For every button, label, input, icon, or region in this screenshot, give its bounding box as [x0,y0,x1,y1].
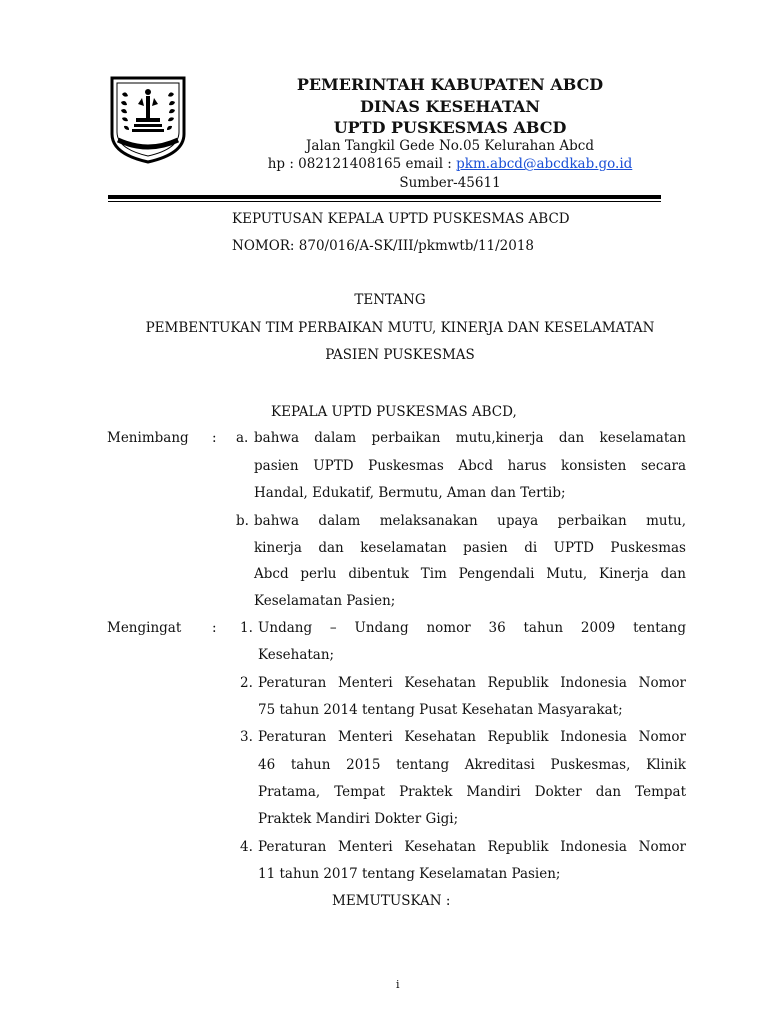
regency-emblem-logo [108,74,188,166]
mengingat-item-marker: 3. [240,729,253,745]
mengingat-item-line: Kesehatan; [258,647,335,663]
email-link[interactable]: pkm.abcd@abcdkab.go.id [456,156,633,172]
mengingat-item-marker: 2. [240,675,253,691]
mengingat-item-line: 46 tahun 2015 tentang Akreditasi Puskesmas, Klinik [258,757,686,773]
mengingat-item-line: Praktek Mandiri Dokter Gigi; [258,811,459,827]
header-divider-thick [108,195,661,199]
decree-title: KEPUTUSAN KEPALA UPTD PUSKESMAS ABCD [232,211,570,227]
menimbang-colon: : [212,430,217,446]
mengingat-item-marker: 1. [240,620,253,636]
decree-number: NOMOR: 870/016/A-SK/III/pkmwtb/11/2018 [232,238,535,254]
decree-subject-line2: PASIEN PUSKESMAS [325,347,475,363]
header-city: Sumber-45611 [399,175,501,191]
menimbang-a-line: pasien UPTD Puskesmas Abcd harus konsisten secara [254,458,686,474]
header-divider-thin [108,201,661,202]
mengingat-item-line: Peraturan Menteri Kesehatan Republik Indonesia Nomor [258,839,686,855]
menimbang-b-line: bahwa dalam melaksanakan upaya perbaikan mutu, [254,513,686,529]
menimbang-b-marker: b. [236,513,249,529]
header-government: PEMERINTAH KABUPATEN ABCD [296,75,604,94]
header-contact [250,155,650,174]
menimbang-b-line: Abcd perlu dibentuk Tim Pengendali Mutu, Kinerja dan [254,566,686,582]
header-unit: UPTD PUSKESMAS ABCD [333,118,567,137]
mengingat-item-marker: 4. [240,839,253,855]
decree-about: TENTANG [354,292,426,308]
mengingat-item-line: Peraturan Menteri Kesehatan Republik Indonesia Nomor [258,675,686,691]
menimbang-a-line: Handal, Edukatif, Bermutu, Aman dan Tertib; [254,485,566,501]
mengingat-item-line: Pratama, Tempat Praktek Mandiri Dokter dan Tempat [258,784,686,800]
menimbang-a-marker: a. [236,430,249,446]
mengingat-label: Mengingat [107,620,182,636]
menimbang-b-line: Keselamatan Pasien; [254,593,396,609]
mengingat-item-line: Undang – Undang nomor 36 tahun 2009 tentang [258,620,686,636]
mengingat-item-line: Peraturan Menteri Kesehatan Republik Indonesia Nomor [258,729,686,745]
menimbang-b-line: kinerja dan keselamatan pasien di UPTD Puskesmas [254,540,686,556]
decree-authority: KEPALA UPTD PUSKESMAS ABCD, [271,404,517,420]
decide-heading: MEMUTUSKAN : [332,893,451,909]
menimbang-a-line: bahwa dalam perbaikan mutu,kinerja dan keselamatan [254,430,686,446]
menimbang-label: Menimbang [107,430,189,446]
mengingat-colon: : [212,620,217,636]
decree-subject-line1: PEMBENTUKAN TIM PERBAIKAN MUTU, KINERJA DAN KESELAMATAN [145,320,655,336]
page-number: i [396,978,400,991]
header-agency: DINAS KESEHATAN [359,97,541,116]
mengingat-item-line: 11 tahun 2017 tentang Keselamatan Pasien; [258,866,561,882]
header-address: Jalan Tangkil Gede No.05 Kelurahan Abcd [306,138,594,154]
mengingat-item-line: 75 tahun 2014 tentang Pusat Kesehatan Masyarakat; [258,702,623,718]
header-contact-prefix: hp : 082121408165 email : [267,156,457,172]
